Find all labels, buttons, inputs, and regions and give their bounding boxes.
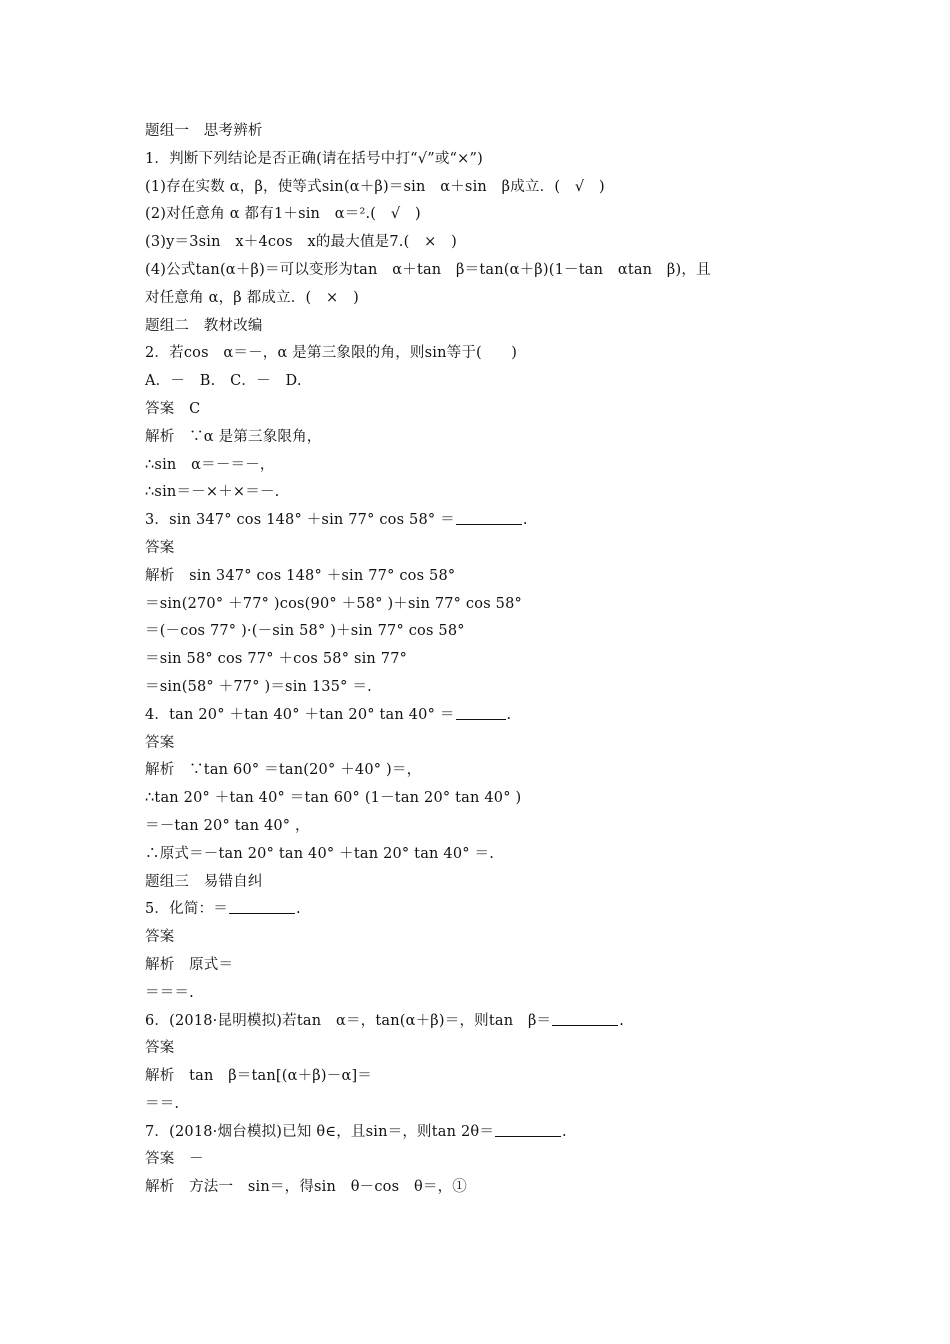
text: (4)公式tan(α＋β)＝可以变形为tan α＋tan β＝tan(α＋β)(1－tan αtan β)，且	[145, 261, 711, 278]
text: ＝＝.	[145, 1095, 180, 1112]
text: ＝(－cos 77° )·(－sin 58° )＋sin 77° cos 58°	[145, 623, 465, 640]
answer-blank	[495, 1120, 561, 1137]
text: (1)存在实数 α，β，使等式sin(α＋β)＝sin α＋sin β成立．( √ )	[145, 178, 605, 195]
section-heading-1	[145, 118, 815, 146]
analysis-3-step-4	[145, 674, 815, 702]
answer-6	[145, 1035, 815, 1063]
answer-blank	[229, 897, 295, 914]
question-2	[145, 340, 815, 368]
analysis-2	[145, 424, 815, 452]
statement-4-cont	[145, 285, 815, 313]
text: 答案	[145, 929, 175, 946]
text: ＝＝＝.	[145, 984, 194, 1001]
question-7	[145, 1119, 815, 1147]
text: A．－ B. C．－ D.	[145, 373, 302, 390]
text: 解析 tan β＝tan[(α＋β)－α]＝	[145, 1068, 372, 1085]
text: ∴sin＝－×＋×＝－.	[145, 484, 280, 501]
text: 1．判断下列结论是否正确(请在括号中打“√”或“×”)	[145, 150, 483, 167]
section-heading-3	[145, 869, 815, 897]
period: .	[295, 901, 301, 918]
text: 答案	[145, 734, 175, 751]
text: 答案	[145, 1040, 175, 1057]
question-3	[145, 507, 815, 535]
analysis-6-step-1	[145, 1091, 815, 1119]
text: 对任意角 α，β 都成立．( × )	[145, 289, 359, 306]
answer-5	[145, 924, 815, 952]
text: ＝－tan 20° tan 40° ，	[145, 817, 310, 834]
text: 题组一 思考辨析	[145, 123, 263, 139]
text: 解析 方法一 sin＝，得sin θ－cos θ＝，①	[145, 1179, 467, 1196]
period: .	[619, 1012, 625, 1029]
text: (2)对任意角 α 都有1＋sin α＝².( √ )	[145, 206, 421, 223]
answer-blank	[456, 703, 506, 720]
analysis-3-step-3	[145, 646, 815, 674]
statement-3	[145, 229, 815, 257]
analysis-4-step-3	[145, 841, 815, 869]
text: 题组二 教材改编	[145, 317, 263, 334]
answer-4	[145, 730, 815, 758]
text: 3．sin 347° cos 148° ＋sin 77° cos 58° ＝	[145, 512, 455, 529]
question-4	[145, 702, 815, 730]
text: 解析 sin 347° cos 148° ＋sin 77° cos 58°	[145, 567, 456, 584]
question-5	[145, 896, 815, 924]
analysis-3-step-1	[145, 591, 815, 619]
analysis-7	[145, 1174, 815, 1202]
statement-1	[145, 174, 815, 202]
section-heading-2	[145, 313, 815, 341]
text: 题组三 易错自纠	[145, 873, 263, 890]
analysis-4-step-2	[145, 813, 815, 841]
answer-7	[145, 1146, 815, 1174]
analysis-3	[145, 563, 815, 591]
answer-2	[145, 396, 815, 424]
analysis-6	[145, 1063, 815, 1091]
question-1	[145, 146, 815, 174]
statement-2	[145, 201, 815, 229]
statement-4	[145, 257, 815, 285]
text: 答案 C	[145, 400, 201, 417]
analysis-5-step-1	[145, 980, 815, 1008]
question-6	[145, 1008, 815, 1036]
period: .	[522, 512, 528, 529]
text: 2．若cos α＝－，α 是第三象限的角，则sin等于( )	[145, 345, 518, 362]
answer-blank	[552, 1009, 618, 1026]
period: .	[506, 706, 512, 723]
text: 4．tan 20° ＋tan 40° ＋tan 20° tan 40° ＝	[145, 706, 455, 723]
text: ＝sin(58° ＋77° )＝sin 135° ＝.	[145, 678, 372, 695]
text: 答案	[145, 539, 175, 556]
text: 7．(2018·烟台模拟)已知 θ∈，且sin＝，则tan 2θ＝	[145, 1123, 495, 1140]
text: (3)y＝3sin x＋4cos x的最大值是7.( × )	[145, 234, 458, 251]
document-page	[145, 118, 815, 1202]
answer-3	[145, 535, 815, 563]
analysis-2-step-2	[145, 479, 815, 507]
text: 6．(2018·昆明模拟)若tan α＝，tan(α＋β)＝，则tan β＝	[145, 1012, 552, 1029]
text: ＝sin(270° ＋77° )cos(90° ＋58° )＋sin 77° cos 58°	[145, 595, 522, 612]
text: 5．化简：＝	[145, 901, 228, 918]
text: 答案 －	[145, 1151, 204, 1168]
text: ∴tan 20° ＋tan 40° ＝tan 60° (1－tan 20° tan 40° )	[145, 790, 522, 807]
analysis-2-step-1	[145, 452, 815, 480]
text: 解析 ∵α 是第三象限角，	[145, 428, 322, 445]
text: 解析 原式＝	[145, 956, 234, 973]
question-2-options	[145, 368, 815, 396]
text: ∴sin α＝－＝－，	[145, 456, 275, 473]
text: ∴原式＝－tan 20° tan 40° ＋tan 20° tan 40° ＝.	[145, 845, 495, 862]
analysis-4-step-1	[145, 785, 815, 813]
answer-blank	[456, 508, 522, 525]
period: .	[562, 1123, 567, 1140]
analysis-4	[145, 757, 815, 785]
text: ＝sin 58° cos 77° ＋cos 58° sin 77°	[145, 651, 408, 668]
analysis-5	[145, 952, 815, 980]
analysis-3-step-2	[145, 618, 815, 646]
text: 解析 ∵tan 60° ＝tan(20° ＋40° )＝，	[145, 762, 422, 779]
